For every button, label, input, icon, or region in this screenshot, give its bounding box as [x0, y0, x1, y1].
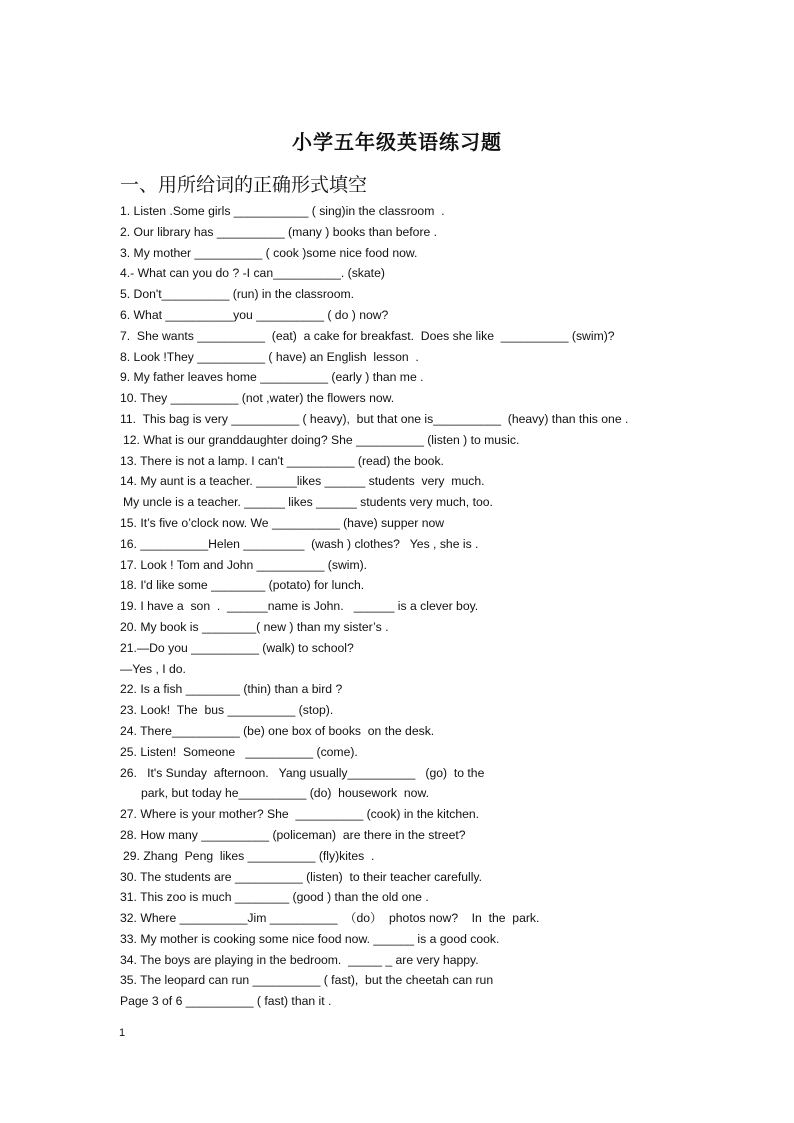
exercise-line: Page 3 of 6 __________ ( fast) than it . — [120, 994, 332, 1009]
exercise-line: 17. Look ! Tom and John __________ (swim). — [120, 557, 368, 572]
section-heading: 一、用所给词的正确形式填空 — [120, 174, 368, 196]
exercise-line: 28. How many __________ (policeman) are there in the street? — [120, 827, 466, 842]
exercise-line: 20. My book is ________( new ) than my sister’s . — [120, 619, 389, 634]
exercise-line: 14. My aunt is a teacher. ______likes ______ students very much. — [120, 474, 485, 489]
exercise-line: 13. There is not a lamp. I can't __________ (read) the book. — [120, 453, 444, 468]
exercise-line: 31. This zoo is much ________ (good ) than the old one . — [120, 890, 429, 905]
exercise-line: 4.- What can you do ? -I can__________. (skate) — [120, 266, 385, 281]
exercise-list — [0, 201, 794, 1012]
exercise-line: 8. Look !They __________ ( have) an English lesson . — [120, 349, 419, 364]
exercise-line: 32. Where __________Jim __________ （do） photos now? In the park. — [120, 911, 540, 926]
exercise-line: 2. Our library has __________ (many ) books than before . — [120, 224, 438, 239]
exercise-line: My uncle is a teacher. ______ likes ______ students very much, too. — [123, 495, 493, 510]
page-number: 1 — [119, 1027, 126, 1039]
exercise-line: 5. Don't__________ (run) in the classroom. — [120, 287, 355, 302]
exercise-line: 35. The leopard can run __________ ( fast), but the cheetah can run — [120, 973, 494, 988]
exercise-line: —Yes , I do. — [120, 661, 186, 676]
exercise-line: park, but today he__________ (do) housework now. — [141, 786, 429, 801]
exercise-line: 19. I have a son . ______name is John. ______ is a clever boy. — [120, 599, 479, 614]
exercise-line: 15. It’s five o’clock now. We __________ (have) supper now — [120, 515, 445, 530]
exercise-line: 24. There__________ (be) one box of books on the desk. — [120, 723, 435, 738]
exercise-line: 27. Where is your mother? She __________ (cook) in the kitchen. — [120, 807, 480, 822]
exercise-line: 10. They __________ (not ,water) the flowers now. — [120, 391, 395, 406]
exercise-line: 7. She wants __________ (eat) a cake for breakfast. Does she like __________ (swim)? — [120, 328, 615, 343]
exercise-line: 3. My mother __________ ( cook )some nice food now. — [120, 245, 418, 260]
exercise-line: 23. Look! The bus __________ (stop). — [120, 703, 334, 718]
exercise-line: 33. My mother is cooking some nice food now. ______ is a good cook. — [120, 931, 500, 946]
page-title: 小学五年级英语练习题 — [292, 130, 502, 154]
exercise-line: 11. This bag is very __________ ( heavy), but that one is__________ (heavy) than this one . — [120, 411, 629, 426]
exercise-line: 22. Is a fish ________ (thin) than a bird ? — [120, 682, 343, 697]
exercise-line: 25. Listen! Someone __________ (come). — [120, 744, 358, 759]
exercise-line: 30. The students are __________ (listen) to their teacher carefully. — [120, 869, 483, 884]
exercise-line: 9. My father leaves home __________ (early ) than me . — [120, 370, 424, 385]
exercise-line: 1. Listen .Some girls ___________ ( sing)in the classroom . — [120, 204, 445, 218]
exercise-line: 34. The boys are playing in the bedroom. _____ _ are very happy. — [120, 952, 479, 967]
exercise-line: 6. What __________you __________ ( do ) now? — [120, 307, 389, 322]
exercise-line: 12. What is our granddaughter doing? She __________ (listen ) to music. — [123, 432, 520, 447]
exercise-line: 21.—Do you __________ (walk) to school? — [120, 640, 354, 655]
exercise-line: 18. I'd like some ________ (potato) for lunch. — [120, 578, 365, 593]
exercise-line: 26. It's Sunday afternoon. Yang usually__________ (go) to the — [120, 765, 485, 780]
exercise-line: 16. __________Helen _________ (wash ) clothes? Yes , she is . — [120, 536, 479, 551]
exercise-line: 29. Zhang Peng likes __________ (fly)kites . — [123, 848, 375, 863]
